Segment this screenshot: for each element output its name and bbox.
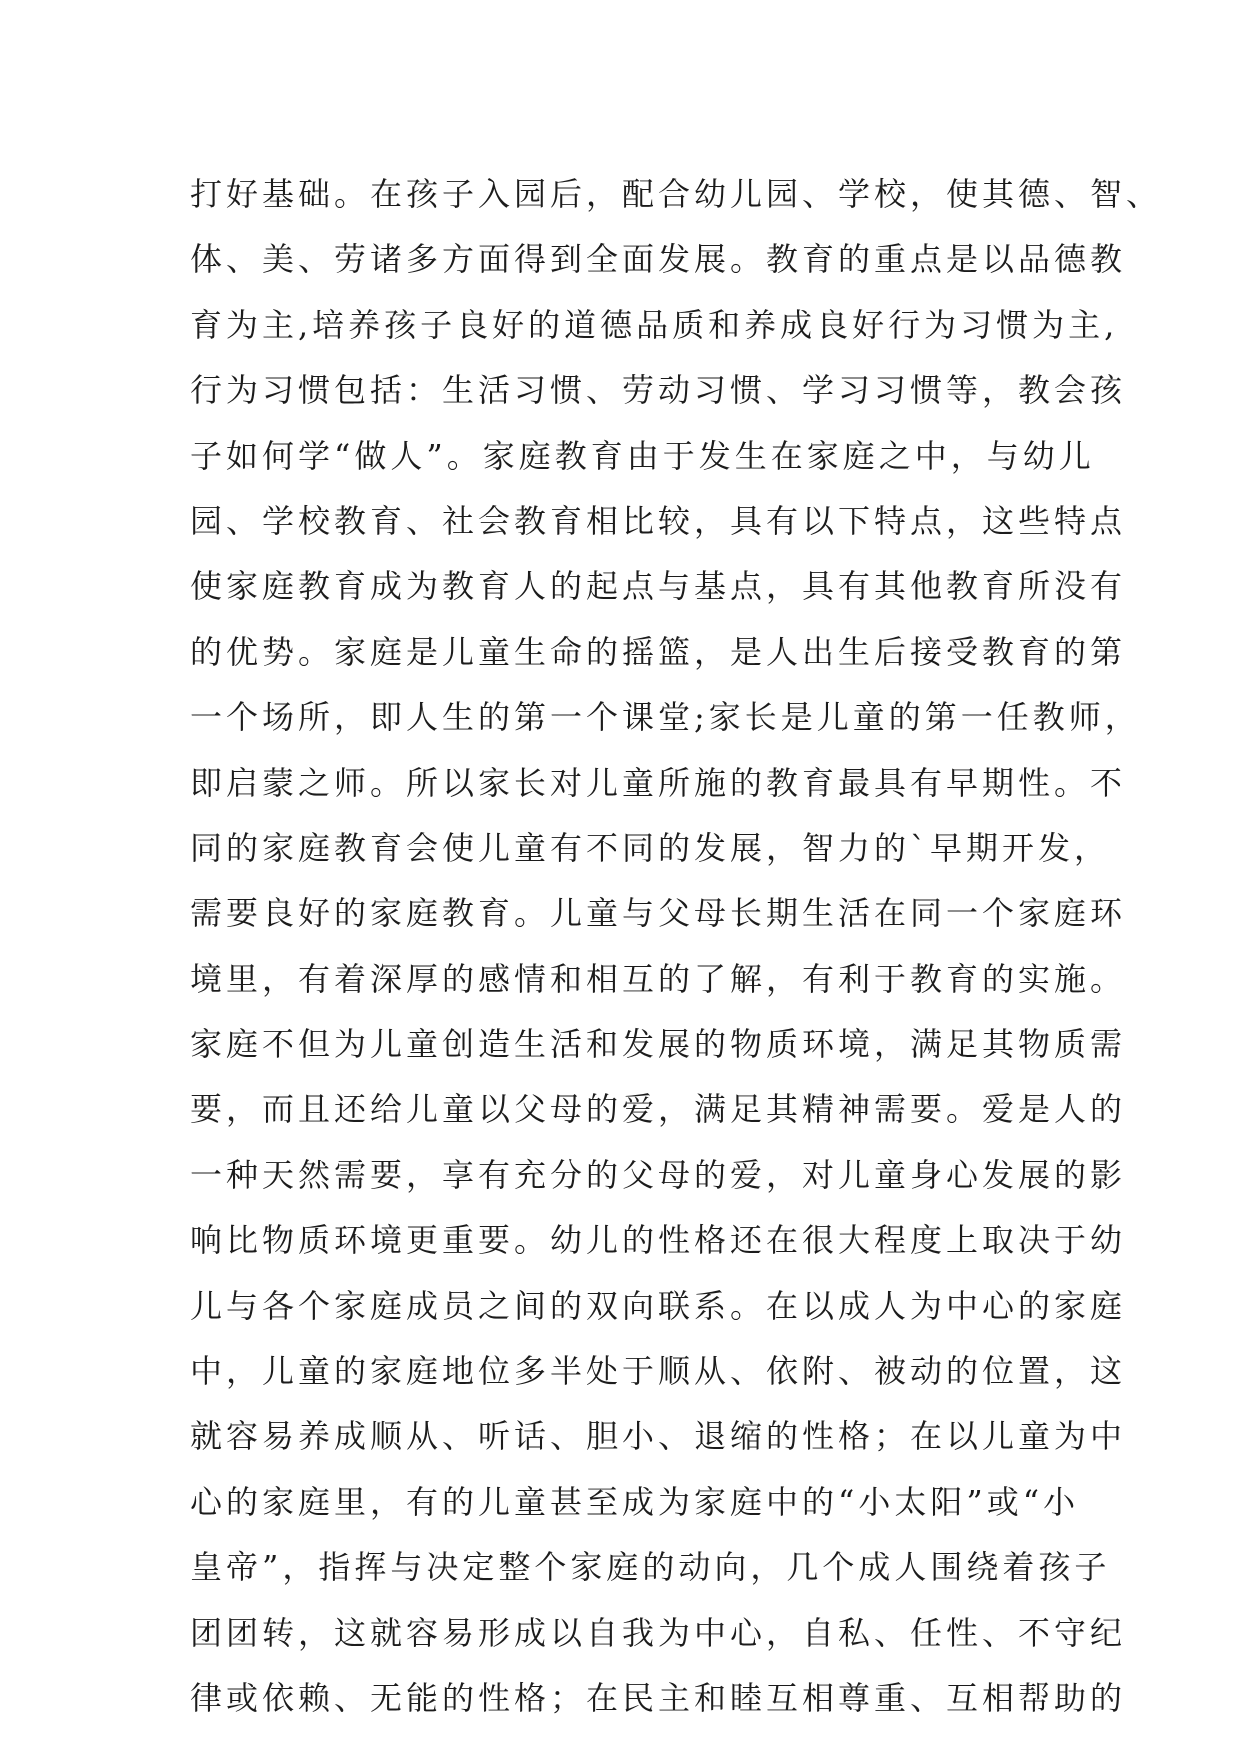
text-line: 心的家庭里，有的儿童甚至成为家庭中的“小太阳”或“小 <box>190 1482 1080 1521</box>
text-line: 皇帝”，指挥与决定整个家庭的动向，几个成人围绕着孩子 <box>190 1548 1111 1587</box>
text-line: 一个场所，即人生的第一个课堂;家长是儿童的第一任教师， <box>190 698 1141 737</box>
text-line: 境里，有着深厚的感情和相互的了解，有利于教育的实施。 <box>190 959 1127 998</box>
text-line: 中，儿童的家庭地位多半处于顺从、依附、被动的位置，这 <box>190 1352 1127 1391</box>
text-line: 即启蒙之师。所以家长对儿童所施的教育最具有早期性。不 <box>190 763 1127 802</box>
text-line: 同的家庭教育会使儿童有不同的发展，智力的`早期开发， <box>190 828 1111 867</box>
text-line: 行为习惯包括：生活习惯、劳动习惯、学习习惯等，教会孩 <box>190 371 1127 410</box>
text-line: 儿与各个家庭成员之间的双向联系。在以成人为中心的家庭 <box>190 1286 1127 1325</box>
text-line: 使家庭教育成为教育人的起点与基点，具有其他教育所没有 <box>190 567 1127 606</box>
text-line: 响比物质环境更重要。幼儿的性格还在很大程度上取决于幼 <box>190 1221 1127 1260</box>
text-line: 子如何学“做人”。家庭教育由于发生在家庭之中，与幼儿 <box>190 436 1095 475</box>
text-line: 律或依赖、无能的性格；在民主和睦互相尊重、互相帮助的 <box>190 1678 1127 1717</box>
text-line: 一种天然需要，享有充分的父母的爱，对儿童身心发展的影 <box>190 1155 1127 1194</box>
text-line: 园、学校教育、社会教育相比较，具有以下特点，这些特点 <box>190 501 1127 540</box>
text-line: 需要良好的家庭教育。儿童与父母长期生活在同一个家庭环 <box>190 894 1127 933</box>
text-line: 团团转，这就容易形成以自我为中心，自私、任性、不守纪 <box>190 1613 1127 1652</box>
text-line: 打好基础。在孩子入园后，配合幼儿园、学校，使其德、智、 <box>190 175 1163 213</box>
text-line: 的优势。家庭是儿童生命的摇篮，是人出生后接受教育的第 <box>190 632 1127 671</box>
body-text <box>190 162 1163 1731</box>
text-line: 要，而且还给儿童以父母的爱，满足其精神需要。爱是人的 <box>190 1090 1127 1129</box>
text-line: 育为主,培养孩子良好的道德品质和养成良好行为习惯为主, <box>190 305 1119 344</box>
text-line: 就容易养成顺从、听话、胆小、退缩的性格；在以儿童为中 <box>190 1417 1127 1456</box>
text-line: 体、美、劳诸多方面得到全面发展。教育的重点是以品德教 <box>190 240 1127 279</box>
text-line: 家庭不但为儿童创造生活和发展的物质环境，满足其物质需 <box>190 1025 1127 1064</box>
